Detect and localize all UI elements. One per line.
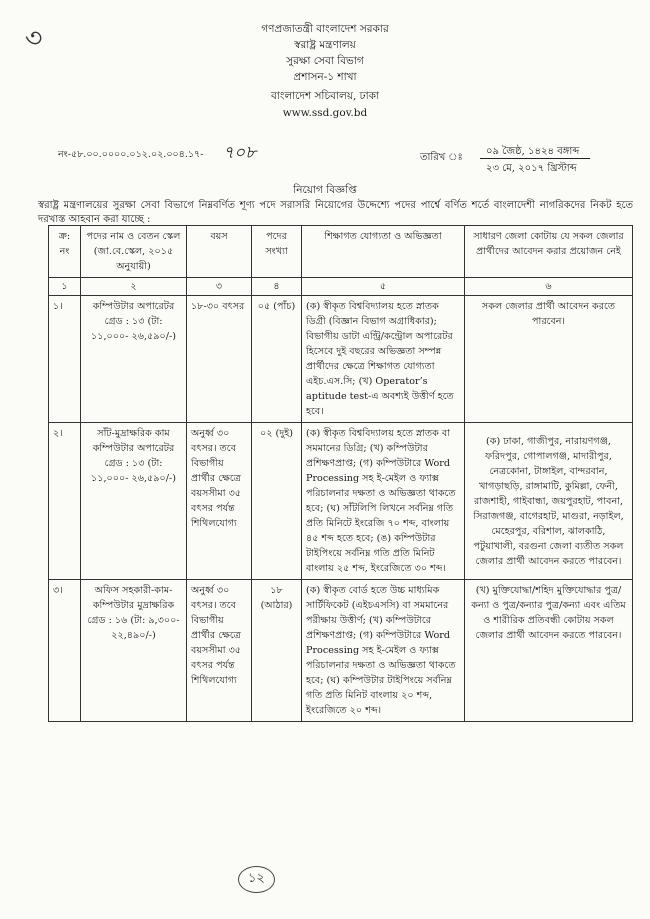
date-english: ২৩ মে, ২০১৭ খ্রিস্টাব্দ xyxy=(486,163,577,174)
header-age: বয়স xyxy=(187,226,252,278)
table-header-row xyxy=(49,226,633,278)
table-row xyxy=(49,423,633,580)
col-number: ৫ xyxy=(302,278,465,296)
vacancy-table xyxy=(48,225,633,722)
row-count: ১৮ (আঠার) xyxy=(252,580,302,722)
row-sl: ২। xyxy=(49,423,81,580)
date-label: তারিখ ঃ xyxy=(420,152,463,163)
col-number: ২ xyxy=(81,278,187,296)
col-number: ৩ xyxy=(187,278,252,296)
column-number-row xyxy=(49,278,633,296)
handwritten-page-number-text: ১২ xyxy=(248,871,265,886)
row-sl: ৩। xyxy=(49,580,81,722)
handwritten-page-number xyxy=(238,866,275,893)
reference-number: নং-৫৮.০০.০০০০.০১২.০২.০০৪.১৭- xyxy=(58,149,204,160)
notice-title: নিয়োগ বিজ্ঞপ্তি xyxy=(293,184,357,196)
row-count: ০৫ (পাঁচ) xyxy=(252,296,302,423)
notice-intro: স্বরাষ্ট্র মন্ত্রণালয়ের সুরক্ষা সেবা বিভাগে নিম্নবর্ণিত শূণ্য পদে সরাসরি নিয়োগের উদ্দেশ্যে পদের পার্শ্বে বর্ণিত শর্তে বাংলাদেশী নাগরিকদের নিকট হতে দরখাস্ত আহবান করা যাচ্ছে : xyxy=(38,200,633,225)
website-link[interactable]: www.ssd.gov.bd xyxy=(282,107,368,119)
col-number: ৪ xyxy=(252,278,302,296)
office-address: বাংলাদেশ সচিবালয়, ঢাকা xyxy=(270,90,380,102)
col-number: ৬ xyxy=(465,278,633,296)
row-age: অনুর্ধ্ব ৩০ বৎসর। তবে বিভাগীয় প্রার্থীর ক্ষেত্রে বয়সসীমা ৩৫ বৎসর পর্যন্ত শিথিলযোগ্য xyxy=(187,423,252,580)
row-qualification: (ক) স্বীকৃত বিশ্ববিদ্যালয় হতে স্নাতক ডিগ্রী (বিজ্ঞান বিভাগ অগ্রাধিকার); বিভাগীয় ডাটা এন্ট্রি/কন্ট্রোল অপারেটর হিসেবে দুই বছরের অভিজ্ঞতা সম্পন্ন প্রার্থীদের ক্ষেত্রে শিক্ষাগত যোগ্যতা এইচ.এস.সি; (খ) Operator’s aptitude test-এ অবশ্যই উত্তীর্ণ হতে হবে। xyxy=(302,296,465,423)
row-district: সকল জেলার প্রার্থী আবেদন করতে পারবেন। xyxy=(465,296,633,423)
row-age: অনুর্ধ্ব ৩০ বৎসর। তবে বিভাগীয় প্রার্থীর ক্ষেত্রে বয়সসীমা ৩৫ বৎসর পর্যন্ত শিথিলযোগ্য xyxy=(187,580,252,722)
row-sl: ১। xyxy=(49,296,81,423)
row-district: (ক) ঢাকা, গাজীপুর, নারায়ণগঞ্জ, ফরিদপুর, গোপালগঞ্জ, মাদারীপুর, নেত্রকোনা, টাঙ্গাইল, বান্দরবান, খাগড়াছড়ি, রাঙ্গামাটি, কুমিল্লা, ফেনী, রাজশাহী, গাইবান্ধা, জয়পুরহাট, পাবনা, সিরাজগঞ্জ, বাগেরহাট, মাগুরা, নড়াইল, মেহেরপুর, বরিশাল, ঝালকাঠি, পটুয়াখালী, বরগুনা জেলা ব্যতীত সকল জেলার প্রার্থী আবেদন করতে পারবেন। xyxy=(465,423,633,580)
row-post: অফিস সহকারী-কাম-কম্পিউটার মুদ্রাক্ষরিক গ্রেড : ১৬ (টা: ৯,৩০০- ২২,৪৯০/-) xyxy=(81,580,187,722)
row-post: কম্পিউটার অপারেটর গ্রেড : ১৩ (টা: ১১,০০০- ২৬,৫৯০/-) xyxy=(81,296,187,423)
row-qualification: (ক) স্বীকৃত বোর্ড হতে উচ্চ মাধ্যমিক সার্টিফিকেট (এইচএসসি) বা সমমানের পরীক্ষায় উত্তীর্ণ; (খ) কম্পিউটারে প্রশিক্ষণপ্রাপ্ত; (গ) কম্পিউটারে Word Processing সহ ই-মেইল ও ফ্যাক্স পরিচালনার দক্ষতা ও অভিজ্ঞতা থাকতে হবে; (ঘ) কম্পিউটার টাইপিংয়ে সর্বনিম্ন গতি প্রতি মিনিট বাংলায় ২০ শব্দ, ইংরেজিতে ২০ শব্দ। xyxy=(302,580,465,722)
branch-name: প্রশাসন-১ শাখা xyxy=(293,71,357,83)
date-divider xyxy=(480,158,590,159)
header-district: সাধারণ জেলা কোটায় যে সকল জেলার প্রার্থীদের আবেদন করার প্রয়োজন নেই xyxy=(465,226,633,278)
table-row xyxy=(49,580,633,722)
header-qualification: শিক্ষাগত যোগ্যতা ও অভিজ্ঞতা xyxy=(302,226,465,278)
row-post: সাঁট-মুদ্রাক্ষরিক কাম কম্পিউটার অপারেটর গ্রেড : ১৩ (টা: ১১,০০০- ২৬,৫৯০/-) xyxy=(81,423,187,580)
header-sl: ক্র: নং xyxy=(49,226,81,278)
row-qualification: (ক) স্বীকৃত বিশ্ববিদ্যালয় হতে স্নাতক বা সমমানের ডিগ্রি; (খ) কম্পিউটার প্রশিক্ষণপ্রাপ্ত; (গ) কম্পিউটারে Word Processing সহ ই-মেইল ও ফ্যাক্স পরিচালনার দক্ষতা ও অভিজ্ঞতা থাকতে হবে; (ঘ) সাঁটলিপি লিখনে সর্বনিম্ন গতি প্রতি মিনিটে ইংরেজি ৭০ শব্দ, বাংলায় ৪৫ শব্দ হতে হবে; (ঙ) কম্পিউটার টাইপিংয়ে সর্বনিম্ন গতি প্রতি মিনিট বাংলায় ২৫ শব্দ, ইংরেজিতে ৩০ শব্দ। xyxy=(302,423,465,580)
handwritten-mark-text: ৩ xyxy=(21,22,47,56)
date-bangla: ০৯ জৈষ্ঠ, ১৪২৪ বঙ্গাব্দ xyxy=(486,146,580,157)
header-post: পদের নাম ও বেতন স্কেল (জা.বে.স্কেল, ২০১৫ অনুযায়ী) xyxy=(81,226,187,278)
ministry-name: স্বরাষ্ট্র মন্ত্রণালয় xyxy=(294,39,356,51)
handwritten-memo-number: ৭০৮ xyxy=(223,143,257,163)
col-number: ১ xyxy=(49,278,81,296)
table-row xyxy=(49,296,633,423)
govt-name: গণপ্রজাতন্ত্রী বাংলাদেশ সরকার xyxy=(261,23,389,35)
header-count: পদের সংখ্যা xyxy=(252,226,302,278)
division-name: সুরক্ষা সেবা বিভাগ xyxy=(286,55,364,67)
row-count: ০২ (দুই) xyxy=(252,423,302,580)
row-district: (খ) মুক্তিযোদ্ধা/শহিদ মুক্তিযোদ্ধার পুত্র/কন্যা ও পুত্র/কন্যার পুত্র/কন্যা এবং এতিম ও শারীরিক প্রতিবন্ধী কোটায় সকল জেলার প্রার্থী আবেদন করতে পারবেন। xyxy=(465,580,633,722)
row-age: ১৮-৩০ বৎসর xyxy=(187,296,252,423)
